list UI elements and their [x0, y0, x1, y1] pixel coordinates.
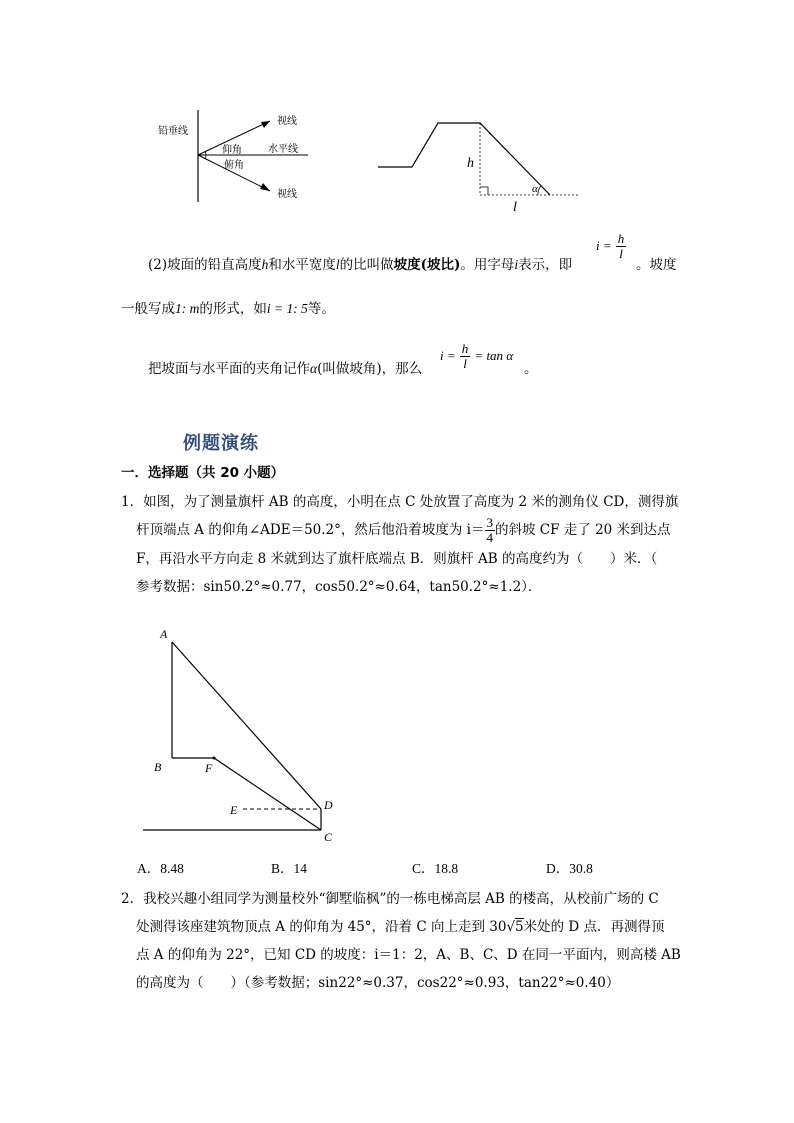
height-label: h	[467, 156, 474, 171]
angle-diagram	[150, 105, 320, 205]
slope-definition-line2: 一般写成1: m的形式，如i = 1: 5等。	[121, 301, 335, 317]
section-heading: 一．选择题（共 20 小题）	[121, 465, 285, 481]
plumb-line-label: 铅垂线	[158, 126, 188, 137]
sight-line-top-label: 视线	[277, 116, 297, 127]
point-b-label: B	[154, 760, 162, 774]
slope-angle-definition: 把坡面与水平面的夹角记作α(叫做坡角)，那么	[148, 361, 423, 377]
elevation-angle-label: 仰角	[222, 145, 242, 156]
option-c[interactable]: C．18.8	[412, 861, 459, 876]
option-d[interactable]: D．30.8	[546, 861, 593, 876]
flagpole-diagram	[138, 625, 348, 850]
slope-definition-line1: (2)坡面的铅直高度h和水平宽度l的比叫做坡度(坡比)。用字母i表示，即	[148, 257, 573, 273]
slope-fraction: $\frac{3}{4}$	[486, 515, 493, 545]
width-label: l	[513, 200, 517, 215]
slope-diagram	[370, 115, 590, 215]
slope-definition-line1-end: 。坡度	[636, 257, 677, 273]
horizontal-line-label: 水平线	[268, 144, 298, 155]
section-title: 例题演练	[183, 433, 259, 454]
point-e-label: E	[230, 803, 238, 817]
slope-angle-label: α	[532, 183, 538, 195]
tan-formula-end: 。	[524, 361, 538, 377]
sight-line-bottom-label: 视线	[277, 189, 297, 200]
point-f-label: F	[205, 761, 213, 775]
option-a[interactable]: A．8.48	[137, 861, 184, 876]
slope-formula: i = $\frac{h}{l}$	[596, 231, 625, 261]
option-b[interactable]: B．14	[271, 861, 308, 876]
point-a-label: A	[160, 627, 168, 641]
question-2: 2．我校兴趣小组同学为测量校外“御墅临枫”的一栋电梯高层 AB 的楼高，从校前广场的 C 处测得该座建筑物顶点 A 的仰角为 45°，沿着 C 向上走到 30√5米处的 D 点．再测得顶 点 A 的仰角为 22°，已知 CD 的坡度：i＝1：2，A、B、C、D 在同一平面内，则高楼 AB 的高度为（ ）（参考数据；sin22°≈0.37，cos22°≈0.93，tan22°≈0.40）	[121, 891, 681, 991]
slope-term: 坡度(坡比)	[393, 257, 461, 273]
question-1: 1．如图，为了测量旗杆 AB 的高度，小明在点 C 处放置了高度为 2 米的测角仪 CD，测得旗 杆顶端点 A 的仰角∠ADE＝50.2°，然后他沿着坡度为 i＝ $\frac{3}{4}$ 的斜坡 CF 走了 20 米到达点 F，再沿水平方向走 8 米就到达了旗杆底端点 B．则旗杆 AB 的高度约为（ ）米．（ 参考数据：sin50.2°≈0.77，cos50.2°≈0.64，tan50.2°≈1.2）．	[121, 494, 679, 595]
point-d-label: D	[324, 798, 333, 812]
depression-angle-label: 俯角	[224, 160, 244, 171]
point-c-label: C	[324, 830, 333, 844]
sqrt-symbol: √	[506, 919, 516, 935]
tan-formula: i = $\frac{h}{l}$ = tan α	[440, 341, 514, 371]
